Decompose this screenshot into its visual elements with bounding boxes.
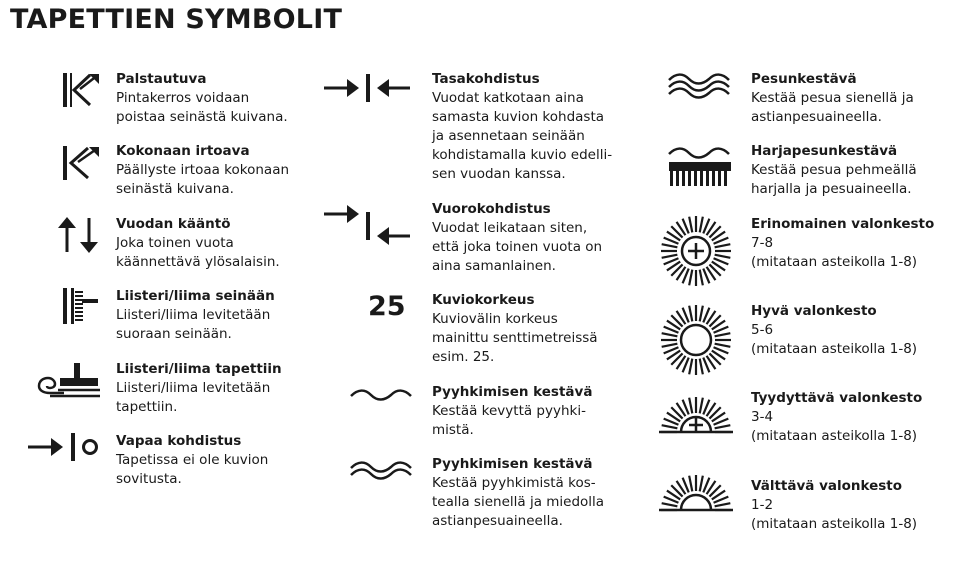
straight-match-icon [322, 73, 412, 103]
symbol-desc-line: Kuviovälin korkeus [432, 311, 558, 327]
fully-strippable-icon [62, 146, 102, 182]
symbol-desc-line: (mitataan asteikolla 1-8) [751, 254, 918, 270]
symbol-desc-line: Liisteri/liima levitetään [116, 380, 271, 396]
symbol-entry [116, 360, 282, 417]
symbol-entry [116, 215, 280, 272]
symbol-desc-line: Päällyste irtoaa kokonaan [116, 162, 290, 178]
symbol-entry [751, 477, 917, 534]
symbol-entry [432, 291, 598, 367]
paste-the-wall-icon [62, 288, 102, 326]
paste-the-paper-icon [36, 362, 102, 398]
symbol-desc-line: suoraan seinään. [116, 326, 232, 342]
symbol-entry [751, 215, 934, 272]
symbol-desc-line: kohdistamalla kuvio edelli- [432, 147, 613, 163]
symbol-desc-line: tealla sienellä ja miedolla [432, 494, 605, 510]
symbol-desc-line: mistä. [432, 422, 474, 438]
symbol-desc-line: 3-4 [751, 409, 774, 425]
symbol-desc-line: 7-8 [751, 235, 774, 251]
symbol-title: Kuviokorkeus [432, 292, 535, 308]
symbol-desc-line: Kestää pesua pehmeällä [751, 162, 917, 178]
scrubbable-icon [668, 146, 732, 188]
excellent-lightfastness-icon [659, 214, 733, 288]
symbol-desc-line: Liisteri/liima levitetään [116, 307, 271, 323]
symbol-desc-line: Vuodat katkotaan aina [432, 90, 584, 106]
symbol-desc-line: sen vuodan kanssa. [432, 166, 566, 182]
symbol-entry [751, 389, 922, 446]
symbol-desc-line: Kestää pesua sienellä ja [751, 90, 914, 106]
offset-match-icon [322, 202, 412, 248]
symbol-title: Pesunkestävä [751, 71, 857, 87]
symbol-desc-line: harjalla ja pesuaineella. [751, 181, 912, 197]
moderate-lightfastness-icon [658, 396, 734, 436]
symbol-desc-line: Tapetissa ei ole kuvion [116, 452, 269, 468]
symbol-desc-line: (mitataan asteikolla 1-8) [751, 428, 918, 444]
symbol-desc-line: (mitataan asteikolla 1-8) [751, 341, 918, 357]
symbol-desc-line: että joka toinen vuota on [432, 239, 603, 255]
symbol-entry [751, 142, 917, 199]
symbol-desc-line: poistaa seinästä kuivana. [116, 109, 288, 125]
symbol-desc-line: astianpesuaineella. [751, 109, 882, 125]
washable-icon [350, 460, 412, 480]
symbol-desc-line: sovitusta. [116, 471, 182, 487]
good-lightfastness-icon [659, 303, 733, 377]
symbol-desc-line: aina samanlainen. [432, 258, 556, 274]
free-match-icon [26, 432, 102, 462]
symbol-desc-line: ja asennetaan seinään [432, 128, 585, 144]
symbol-entry [116, 70, 288, 127]
symbol-title: Pyyhkimisen kestävä [432, 384, 593, 400]
symbol-desc-line: tapettiin. [116, 399, 178, 415]
symbol-title: Välttävä valonkesto [751, 478, 903, 494]
symbol-desc-line: astianpesuaineella. [432, 513, 563, 529]
symbol-title: Hyvä valonkesto [751, 303, 877, 319]
page-title: TAPETTIEN SYMBOLIT [10, 4, 343, 35]
symbol-title: Tyydyttävä valonkesto [751, 390, 923, 406]
symbol-entry [751, 70, 914, 127]
symbol-desc-line: Kestää pyyhkimistä kos- [432, 475, 596, 491]
symbol-desc-line: 5-6 [751, 322, 774, 338]
symbol-entry [432, 383, 592, 440]
symbol-title: Vuodan kääntö [116, 216, 231, 232]
strippable-peelable-icon [62, 73, 102, 109]
symbol-desc-line: Pintakerros voidaan [116, 90, 250, 106]
symbol-title: Palstautuva [116, 71, 207, 87]
symbol-title: Tasakohdistus [432, 71, 540, 87]
symbol-title: Vapaa kohdistus [116, 433, 242, 449]
symbol-desc-line: Joka toinen vuota [116, 235, 234, 251]
symbol-entry [751, 302, 917, 359]
symbol-entry [116, 142, 289, 199]
symbol-desc-line: (mitataan asteikolla 1-8) [751, 516, 918, 532]
symbol-title: Pyyhkimisen kestävä [432, 456, 593, 472]
symbol-title: Kokonaan irtoava [116, 143, 250, 159]
symbol-entry [432, 200, 602, 276]
symbol-title: Vuorokohdistus [432, 201, 551, 217]
symbol-entry [432, 455, 604, 531]
symbol-entry [432, 70, 612, 184]
symbol-desc-line: käännettävä ylösalaisin. [116, 254, 280, 270]
symbol-title: Liisteri/liima seinään [116, 288, 275, 304]
symbol-title: Harjapesunkestävä [751, 143, 898, 159]
symbol-title: Liisteri/liima tapettiin [116, 361, 282, 377]
symbol-title: Erinomainen valonkesto [751, 216, 935, 232]
symbol-desc-line: Kestää kevyttä pyyhki- [432, 403, 586, 419]
symbol-desc-line: esim. 25. [432, 349, 495, 365]
reverse-hanging-icon [56, 216, 102, 254]
symbol-entry [116, 432, 268, 489]
pattern-repeat-number: 25 [368, 291, 406, 322]
fair-lightfastness-icon [658, 474, 734, 514]
symbol-entry [116, 287, 275, 344]
symbol-desc-line: samasta kuvion kohdasta [432, 109, 605, 125]
symbol-desc-line: 1-2 [751, 497, 774, 513]
symbol-desc-line: mainittu senttimetreissä [432, 330, 598, 346]
spongeable-icon [350, 388, 412, 402]
symbol-desc-line: seinästä kuivana. [116, 181, 234, 197]
super-washable-icon [668, 72, 730, 98]
symbol-desc-line: Vuodat leikataan siten, [432, 220, 588, 236]
